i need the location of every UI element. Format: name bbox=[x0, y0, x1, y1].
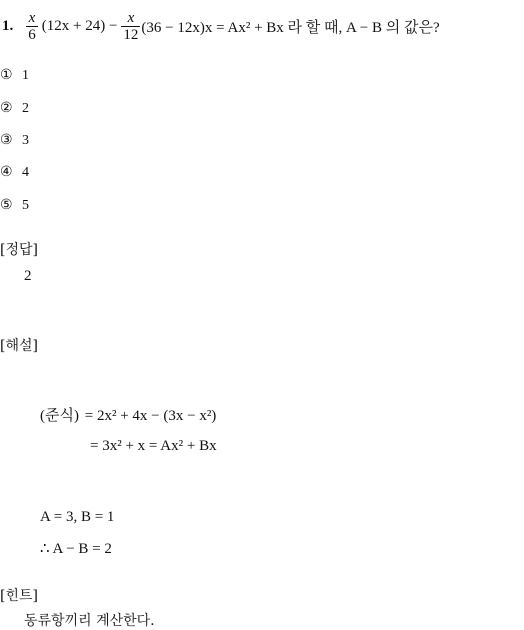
answer-value: 2 bbox=[24, 268, 32, 284]
solution-lhs: (준식) bbox=[40, 408, 79, 424]
solution-rhs-1: = 2x² + 4x − (3x − x²) bbox=[84, 408, 217, 424]
option-marker: ④ bbox=[0, 165, 13, 180]
question-number: 1. bbox=[2, 17, 14, 34]
option-3 bbox=[0, 132, 29, 149]
option-4 bbox=[0, 164, 29, 181]
option-marker: ① bbox=[0, 68, 13, 83]
option-value: 5 bbox=[22, 198, 29, 213]
option-value: 4 bbox=[22, 165, 29, 180]
solution-line-1 bbox=[40, 404, 216, 425]
question-line bbox=[2, 8, 440, 44]
solution-line-4: ∴ A − B = 2 bbox=[40, 541, 112, 557]
solution-rhs-2: = 3x² + x = Ax² + Bx bbox=[90, 438, 217, 454]
option-value: 1 bbox=[22, 68, 29, 83]
hint-text: 동류항끼리 계산한다. bbox=[24, 613, 155, 629]
answer-label: [정답] bbox=[0, 242, 38, 258]
option-value: 2 bbox=[22, 101, 29, 116]
option-marker: ⑤ bbox=[0, 198, 13, 213]
option-1 bbox=[0, 67, 29, 84]
fraction-numerator: x bbox=[26, 10, 38, 27]
solution-label: [해설] bbox=[0, 338, 38, 354]
question-expression-part2: (36 − 12x)x = Ax² + Bx 라 할 때, A − B 의 값은? bbox=[141, 19, 440, 36]
fraction-denominator: 6 bbox=[28, 26, 36, 43]
fraction-x-over-6 bbox=[26, 10, 38, 43]
fraction-numerator: x bbox=[121, 10, 140, 27]
option-2 bbox=[0, 100, 29, 117]
hint-label: [힌트] bbox=[0, 588, 38, 604]
option-marker: ② bbox=[0, 101, 13, 116]
question-expression-part1: (12x + 24) − bbox=[41, 17, 118, 34]
solution-line-2 bbox=[90, 438, 217, 455]
option-marker: ③ bbox=[0, 133, 13, 148]
option-value: 3 bbox=[22, 133, 29, 148]
fraction-denominator: 12 bbox=[123, 26, 139, 43]
fraction-x-over-12 bbox=[121, 10, 140, 43]
option-5 bbox=[0, 197, 29, 214]
solution-line-3: A = 3, B = 1 bbox=[40, 509, 115, 525]
